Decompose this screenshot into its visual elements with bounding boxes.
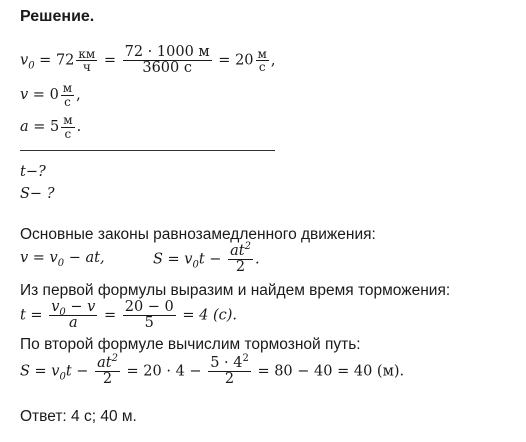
solution-heading: Решение. — [20, 8, 95, 25]
law-distance: $S = v_0t$ − $\frac{at^2}{2}$ . — [153, 241, 260, 276]
given-v: v = 0 $\frac{м}{с}$ , — [20, 81, 81, 109]
law-velocity: $v = v_0$ − at, — [20, 250, 105, 269]
given-a: a = 5 $\frac{м}{с}$ . — [20, 113, 82, 141]
given-divider — [20, 150, 275, 151]
answer-text: Ответ: 4 с; 40 м. — [20, 408, 137, 425]
given-v0: $v_0 = 72$ $\frac{км}{ч}$ = $\frac{72 \cdot 1000 м}{3600 с}$ = 20 $\frac{м}{с}$ , — [20, 44, 276, 77]
laws-text: Основные законы равнозамедленного движения: — [20, 226, 376, 243]
time-calc: t = $\frac{v_0 - v}{a}$ = $\frac{20 - 0}{5}$ = 4 (c). — [20, 299, 238, 332]
distance-calc: $S = v_0t$ − $\frac{at^2}{2}$ = 20 · 4 − $\frac{5 \cdot 4^2}{2}$ = 80 − 40 = 40 (м). — [20, 353, 405, 388]
time-text: Из первой формулы выразим и найдем время торможения: — [20, 282, 451, 299]
find-s: S− ? — [20, 186, 55, 202]
find-t: t−? — [20, 164, 46, 180]
distance-text: По второй формуле вычислим тормозной путь: — [20, 336, 361, 353]
